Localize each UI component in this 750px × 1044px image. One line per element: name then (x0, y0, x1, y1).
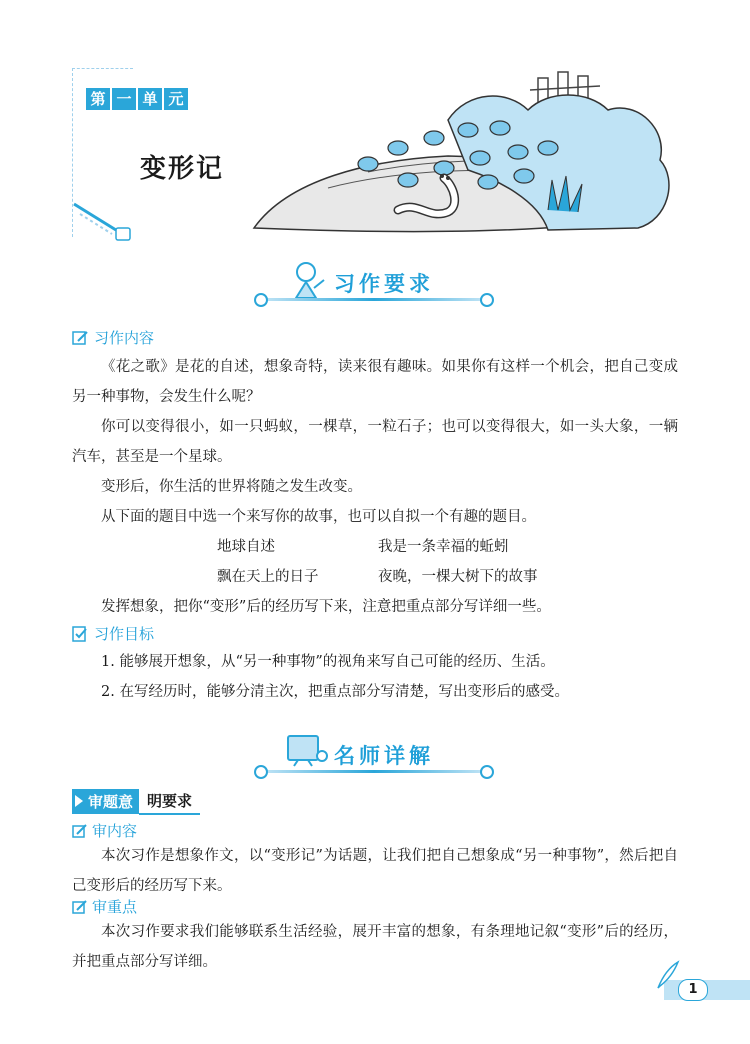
banner-dot (254, 765, 268, 779)
pencil-note-icon (72, 330, 90, 346)
edit-icon (72, 900, 88, 914)
quill-icon (654, 960, 680, 990)
unit-char: 单 (138, 88, 162, 110)
arrow-right-icon (75, 795, 83, 807)
topic-item: 飘在天上的日子 (217, 569, 319, 585)
paragraph: 从下面的题目中选一个来写你的故事，也可以自拟一个有趣的题目。 (101, 509, 536, 525)
review-tag (72, 788, 200, 815)
banner-title: 习作要求 (334, 272, 434, 296)
topic-item: 地球自述 (217, 539, 275, 555)
paragraph: 发挥想象，把你“变形”后的经历写下来，注意把重点部分写详细一些。 (101, 599, 551, 615)
banner-title: 名师详解 (334, 744, 434, 768)
banner-line (264, 298, 484, 301)
review-content-label: 审内容 (92, 822, 138, 840)
topic-item: 夜晚，一棵大树下的故事 (378, 569, 538, 585)
checklist-icon (72, 626, 90, 642)
page-number: 1 (678, 979, 708, 1001)
garden-worm-illustration (248, 60, 688, 240)
banner-line (264, 770, 484, 773)
content-heading-label: 习作内容 (94, 329, 155, 347)
banner-dot (480, 293, 494, 307)
tape-decoration-icon (72, 200, 142, 244)
goal-item: 2. 在写经历时，能够分清主次，把重点部分写清楚，写出变形后的感受。 (101, 684, 569, 700)
goals-heading-label: 习作目标 (94, 625, 155, 643)
blackboard-icon (284, 730, 330, 774)
edit-icon (72, 824, 88, 838)
section-banner-teacher (254, 728, 494, 788)
goals-heading (72, 623, 154, 644)
unit-char: 一 (112, 88, 136, 110)
paragraph: 《花之歌》是花的自述，想象奇特，读来很有趣味。如果你有这样一个机会，把自己变成另一种事物，会发生什么呢？ (72, 359, 678, 405)
paragraph: 变形后，你生活的世界将随之发生改变。 (101, 479, 362, 495)
tag-secondary: 明要求 (139, 788, 200, 815)
tag-primary (72, 789, 139, 814)
unit-char: 元 (164, 88, 188, 110)
content-heading (72, 327, 154, 348)
teacher-doodle-icon (284, 258, 328, 302)
unit-title: 变形记 (140, 154, 225, 184)
review-content-heading (72, 820, 137, 841)
paragraph: 本次习作是想象作文，以“变形记”为话题，让我们把自己想象成“另一种事物”，然后把自己变形后的经历写下来。 (72, 848, 678, 894)
unit-badge (86, 88, 188, 110)
banner-dot (480, 765, 494, 779)
goal-item: 1. 能够展开想象，从“另一种事物”的视角来写自己可能的经历、生活。 (101, 654, 555, 670)
review-focus-label: 审重点 (92, 898, 138, 916)
review-focus-heading (72, 896, 137, 917)
banner-dot (254, 293, 268, 307)
unit-char: 第 (86, 88, 110, 110)
paragraph: 你可以变得很小，如一只蚂蚁，一棵草，一粒石子；也可以变得很大，如一头大象，一辆汽车，甚至是一个星球。 (72, 419, 678, 465)
paragraph: 本次习作要求我们能够联系生活经验，展开丰富的想象，有条理地记叙“变形”后的经历，并把重点部分写详细。 (72, 924, 678, 970)
topic-item: 我是一条幸福的蚯蚓 (378, 539, 509, 555)
tag-primary-label: 审题意 (88, 793, 134, 811)
section-banner-requirements (254, 256, 494, 316)
